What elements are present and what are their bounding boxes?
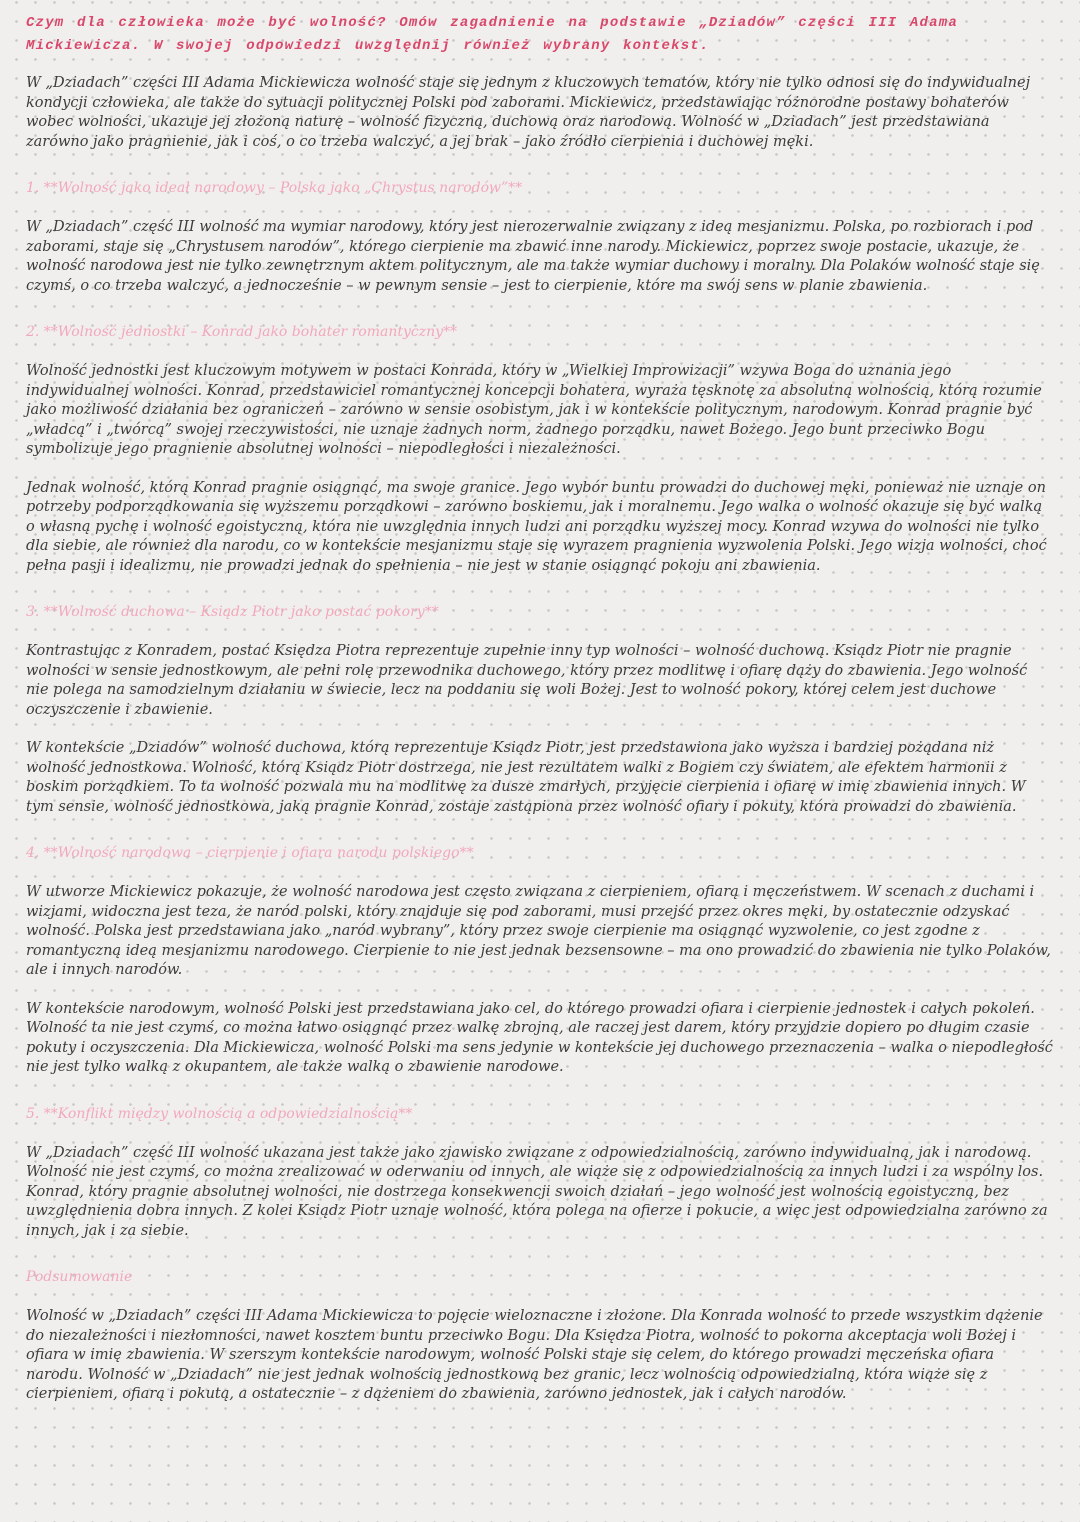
essay-section-4-heading: 4. **Wolność narodowa – cierpienie i ofiara narodu polskiego**: [26, 845, 474, 861]
essay-body: [26, 74, 1054, 1405]
essay-prompt: Czym dla człowieka może być wolność? Omów zagadnienie na podstawie „Dziadów” części III Adama Mickiewicza. W swojej odpowiedzi uwzględnij również wybrany kontekst.: [26, 15, 958, 54]
essay-section-2-heading: 2. **Wolność jednostki – Konrad jako bohater romantyczny**: [26, 324, 458, 340]
essay-summary-heading: Podsumowanie: [26, 1269, 133, 1285]
essay-section-1-heading: 1. **Wolność jako ideał narodowy – Polska jako „Chrystus narodów”**: [26, 180, 523, 196]
essay-section-4-paragraph: W kontekście narodowym, wolność Polski jest przedstawiana jako cel, do którego prowadzi ofiara i cierpienie jednostek i całych pokoleń. Wolność ta nie jest czymś, co można łatwo osiągnąć przez walkę zbrojną, ale raczej jest darem, który przyjdzie dopiero po długim czasie pokuty i oczyszczenia. Dla Mickiewicza, wolność Polski ma sens jedynie w kontekście jej duchowego przeznaczenia – walka o niepodległość nie jest tylko walką z okupantem, ale także walką o zbawienie narodowe.: [26, 1000, 1053, 1075]
essay-section-3-heading: 3. **Wolność duchowa – Ksiądz Piotr jako postać pokory**: [26, 604, 439, 620]
essay-section-3-paragraph: Kontrastując z Konradem, postać Księdza Piotra reprezentuje zupełnie inny typ wolności – wolność duchową. Ksiądz Piotr nie pragnie wolności w sensie jednostkowym, ale pełni rolę przewodnika duchowego, który przez modlitwę i ofiarę dąży do zbawienia. Jego wolność nie polega na samodzielnym działaniu w świecie, lecz na poddaniu się woli Bożej. Jest to wolność pokory, której celem jest duchowe oczyszczenie i zbawienie.: [26, 643, 1028, 718]
essay-section-5-paragraph: W „Dziadach” część III wolność ukazana jest także jako zjawisko związane z odpowiedzialnością, zarówno indywidualną, jak i narodową. Wolność nie jest czymś, co można zrealizować w oderwaniu od innych, ale wiąże się z odpowiedzialnością za innych ludzi i za wspólny los. Konrad, który pragnie absolutnej wolności, nie dostrzega konsekwencji swoich działań – jego wolność jest wolnością egoistyczną, bez uwzględnienia dobra innych. Z kolei Ksiądz Piotr uznaje wolność, która polega na ofierze i pokucie, a więc jest odpowiedzialna zarówno za innych, jak i za siebie.: [26, 1144, 1048, 1239]
essay-section-2-paragraph: Jednak wolność, którą Konrad pragnie osiągnąć, ma swoje granice. Jego wybór buntu prowadzi do duchowej męki, ponieważ nie uznaje on potrzeby podporządkowania się wyższemu porządkowi – zarówno boskiemu, jak i moralnemu. Jego walka o wolność okazuje się być walką o własną pychę i wolność egoistyczną, która nie uwzględnia innych ludzi ani porządku wyższej mocy. Konrad wzywa do wolności nie tylko dla siebie, ale również dla narodu, co w kontekście mesjanizmu staje się wyrazem pragnienia wyzwolenia Polski. Jego wizja wolności, choć pełna pasji i idealizmu, nie prowadzi jednak do spełnienia – nie jest w stanie osiągnąć pokoju ani zbawienia.: [26, 479, 1047, 574]
essay-section-1-paragraph: W „Dziadach” część III wolność ma wymiar narodowy, który jest nierozerwalnie związany z ideą mesjanizmu. Polska, po rozbiorach i pod zaborami, staje się „Chrystusem narodów”, którego cierpienie ma zbawić inne narody. Mickiewicz, poprzez swoje postacie, ukazuje, że wolność narodowa jest nie tylko zewnętrznym aktem politycznym, ale ma także wymiar duchowy i moralny. Dla Polaków wolność staje się czymś, o co trzeba walczyć, a jednocześnie – w pewnym sensie – jest to cierpienie, które ma swój sens w planie zbawienia.: [26, 219, 1040, 294]
essay-section-2-paragraph: Wolność jednostki jest kluczowym motywem w postaci Konrada, który w „Wielkiej Improwizacji” wzywa Boga do uznania jego indywidualnej wolności. Konrad, przedstawiciel romantycznej koncepcji bohatera, wyraża tęsknotę za absolutną wolnością, którą rozumie jako możliwość działania bez ograniczeń – zarówno w sensie osobistym, jak i w kontekście politycznym, narodowym. Konrad pragnie być „władcą” i „twórcą” swojej rzeczywistości, nie uznaje żadnych norm, żadnego porządku, nawet Bożego. Jego bunt przeciwko Bogu symbolizuje jego pragnienie absolutnej wolności – niepodległości i niezależności.: [26, 363, 1042, 457]
essay-section-3-paragraph: W kontekście „Dziadów” wolność duchowa, którą reprezentuje Ksiądz Piotr, jest przedstawiona jako wyższa i bardziej pożądana niż wolność jednostkowa. Wolność, którą Ksiądz Piotr dostrzega, nie jest rezultatem walki z Bogiem czy światem, ale efektem harmonii z boskim porządkiem. To ta wolność pozwala mu na modlitwę za dusze zmarłych, przyjęcie cierpienia i ofiarę w imię zbawienia innych. W tym sensie, wolność jednostkowa, jaką pragnie Konrad, zostaje zastąpiona przez wolność ofiary i pokuty, która prowadzi do zbawienia.: [26, 740, 1026, 815]
essay-summary-paragraph: Wolność w „Dziadach” części III Adama Mickiewicza to pojęcie wieloznaczne i złożone. Dla Konrada wolność to przede wszystkim dążenie do niezależności i niezłomności, nawet kosztem buntu przeciwko Bogu. Dla Księdza Piotra, wolność to pokorna akceptacja woli Bożej i ofiara w imię zbawienia. W szerszym kontekście narodowym, wolność Polski staje się celem, do którego prowadzi męczeńska ofiara narodu. Wolność w „Dziadach” nie jest jednak wolnością jednostkową bez granic, lecz wolnością odpowiedzialną, która wiąże się z cierpieniem, ofiarą i pokutą, a ostatecznie – z dążeniem do zbawienia, zarówno jednostek, jak i całych narodów.: [26, 1308, 1043, 1402]
essay-section-5-heading: 5. **Konflikt między wolnością a odpowiedzialnością**: [26, 1105, 413, 1122]
essay-section-4-paragraph: W utworze Mickiewicz pokazuje, że wolność narodowa jest często związana z cierpieniem, ofiarą i męczeństwem. W scenach z duchami i wizjami, widoczna jest teza, że naród polski, który znajduje się pod zaborami, musi przejść przez okres męki, by ostatecznie odzyskać wolność. Polska jest przedstawiana jako „naród wybrany”, który przez swoje cierpienie ma osiągnąć wyzwolenie, co jest zgodne z romantyczną ideą mesjanizmu narodowego. Cierpienie to nie jest jednak bezsensowne – ma ono prowadzić do zbawienia nie tylko Polaków, ale i innych narodów.: [26, 884, 1051, 978]
essay-intro-paragraph: W „Dziadach” części III Adama Mickiewicza wolność staje się jednym z kluczowych tematów, który nie tylko odnosi się do indywidualnej kondycji człowieka, ale także do sytuacji politycznej Polski pod zaborami. Mickiewicz, przedstawiając różnorodne postawy bohaterów wobec wolności, ukazuje jej złożoną naturę – wolność fizyczną, duchową oraz narodową. Wolność w „Dziadach” jest przedstawiana zarówno jako pragnienie, jak i coś, o co trzeba walczyć, a jej brak – jako źródło cierpienia i duchowej męki.: [26, 75, 1031, 150]
